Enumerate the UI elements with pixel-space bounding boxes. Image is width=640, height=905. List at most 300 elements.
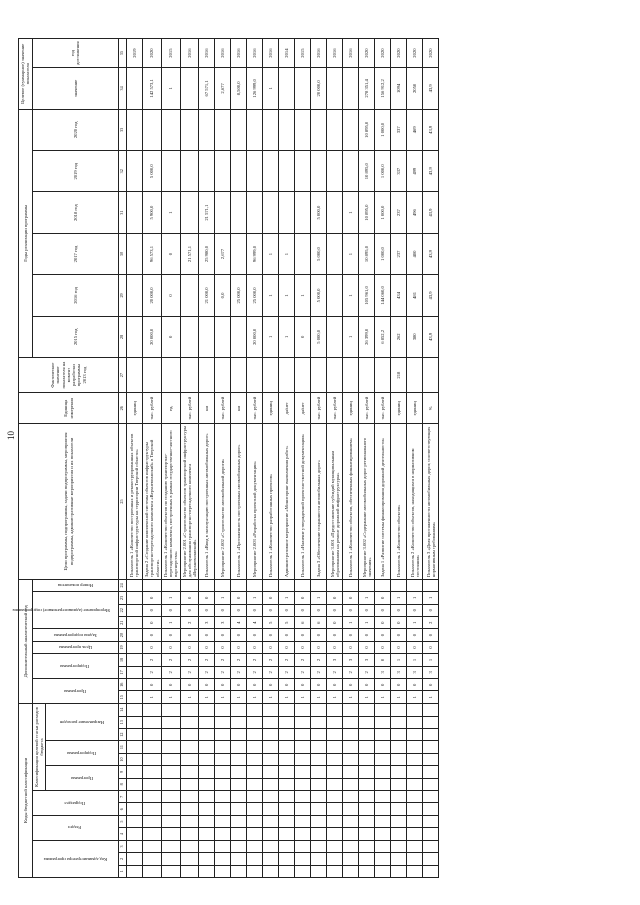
table-cell: тыс. рублей (359, 393, 375, 424)
table-cell (279, 109, 295, 150)
column-number: 25 (119, 424, 127, 579)
table-cell: 2014 (279, 39, 295, 68)
table-cell: 1 000,0 (375, 109, 391, 150)
table-cell: единиц (343, 393, 359, 424)
table-cell (142, 579, 161, 592)
table-cell: км (199, 393, 215, 424)
table-cell: 1 (311, 592, 327, 604)
table-cell (199, 865, 215, 877)
table-cell: 1 (161, 192, 180, 233)
table-cell (126, 233, 142, 274)
table-cell: 1 (279, 592, 295, 604)
table-cell (215, 803, 231, 815)
table-cell (375, 865, 391, 877)
table-cell (407, 778, 423, 790)
header-measure: Мероприятие (административное) подпрограммы (12, 607, 111, 613)
table-cell: 0 (327, 629, 343, 641)
table-cell: 0 (142, 679, 161, 691)
table-cell: 1 (343, 233, 359, 274)
table-cell (231, 358, 247, 393)
header-subsection: Подраздел (65, 800, 86, 806)
table-cell: тыс. рублей (142, 393, 161, 424)
table-cell (142, 791, 161, 803)
table-cell (180, 358, 199, 393)
table-cell: 6 852,2 (375, 316, 391, 357)
table-cell (126, 703, 142, 716)
column-number: 28 (119, 316, 127, 357)
table-cell (180, 778, 199, 790)
table-cell (247, 716, 263, 728)
table-row (327, 39, 343, 878)
table-cell (327, 791, 343, 803)
table-cell (199, 741, 215, 753)
table-cell (263, 192, 279, 233)
table-cell: Задача 1 «Развитие системы финансирования дорожной деятельности» (375, 424, 391, 579)
table-cell (311, 865, 327, 877)
table-cell: 1 (247, 691, 263, 703)
table-cell (391, 579, 407, 592)
table-cell: 2 (199, 654, 215, 666)
column-number: 15 (119, 691, 127, 703)
table-cell: 5 000,0 (311, 316, 327, 357)
table-cell: Показатель 1 «Наличие утвержденной проектно-сметной документации» (295, 424, 311, 579)
table-cell (279, 766, 295, 778)
table-cell: 0 (295, 629, 311, 641)
column-number: 10 (119, 753, 127, 765)
table-cell: 1 (279, 316, 295, 357)
table-cell: тыс. рублей (311, 393, 327, 424)
column-number: 4 (119, 828, 127, 840)
table-cell (161, 151, 180, 192)
table-cell (327, 579, 343, 592)
table-cell (215, 316, 231, 357)
table-cell (407, 791, 423, 803)
column-number: 1 (119, 865, 127, 877)
table-cell: 1 (327, 691, 343, 703)
table-cell: 0 (180, 629, 199, 641)
column-number: 19 (119, 641, 127, 653)
table-cell: 337 (391, 109, 407, 150)
column-number: 29 (119, 275, 127, 316)
table-row (180, 39, 199, 878)
table-cell (199, 716, 215, 728)
table-cell (263, 853, 279, 865)
table-cell (295, 741, 311, 753)
table-cell: 1 (231, 691, 247, 703)
table-cell: 0 (263, 592, 279, 604)
table-cell: 2050 (407, 68, 423, 109)
table-cell (327, 151, 343, 192)
table-cell (311, 151, 327, 192)
table-cell (231, 766, 247, 778)
table-cell: 0 (359, 604, 375, 616)
table-cell (327, 109, 343, 150)
table-cell (375, 766, 391, 778)
table-row (215, 39, 231, 878)
table-cell (247, 151, 263, 192)
table-cell: 0 (231, 592, 247, 604)
table-cell (343, 68, 359, 109)
table-cell: 2 (142, 666, 161, 678)
table-cell: 2 (359, 666, 375, 678)
rotated-table-sheet (12, 38, 608, 878)
table-cell: тыс. рублей (327, 393, 343, 424)
table-cell (263, 778, 279, 790)
table-cell: 0 (161, 275, 180, 316)
table-cell: 0 (375, 592, 391, 604)
table-cell: тыс. рублей (215, 393, 231, 424)
table-cell (359, 753, 375, 765)
table-cell (407, 703, 423, 716)
table-cell: Мероприятие 2.002 «Строительство автомобильной дороги» (215, 424, 231, 579)
table-cell (263, 828, 279, 840)
table-cell (375, 741, 391, 753)
column-number: 31 (119, 192, 127, 233)
table-cell: Задача 3 «Обеспечение сохранности автомобильных дорог» (311, 424, 327, 579)
table-cell (215, 815, 231, 827)
table-cell: единиц (391, 393, 407, 424)
table-cell (180, 109, 199, 150)
table-cell: 2016 (263, 39, 279, 68)
table-cell: 0 (359, 679, 375, 691)
table-cell (359, 778, 375, 790)
table-cell (359, 766, 375, 778)
table-cell (327, 803, 343, 815)
table-row (263, 39, 279, 878)
table-cell: 0 (199, 592, 215, 604)
table-cell (359, 853, 375, 865)
table-cell (247, 703, 263, 716)
table-cell (247, 728, 263, 740)
table-cell (126, 840, 142, 852)
table-cell (359, 741, 375, 753)
table-cell (359, 728, 375, 740)
table-cell (231, 703, 247, 716)
table-row (161, 39, 180, 878)
table-cell (359, 791, 375, 803)
table-cell: 499 (407, 151, 423, 192)
table-cell (199, 853, 215, 865)
table-cell: 0 (327, 641, 343, 653)
table-cell: 2015 (295, 39, 311, 68)
table-cell (343, 815, 359, 827)
table-cell (391, 815, 407, 827)
table-cell (247, 828, 263, 840)
table-cell: 1 (407, 592, 423, 604)
table-cell: 1094 (391, 68, 407, 109)
table-cell (295, 151, 311, 192)
table-cell (247, 778, 263, 790)
table-cell: 43,9 (423, 109, 439, 150)
table-cell (126, 766, 142, 778)
table-cell (391, 791, 407, 803)
table-cell (161, 753, 180, 765)
header-2019: 2019 год (32, 151, 119, 192)
table-cell (215, 791, 231, 803)
table-cell (295, 778, 311, 790)
table-cell: 0 (343, 604, 359, 616)
table-cell (391, 741, 407, 753)
table-cell (126, 68, 142, 109)
table-cell (343, 579, 359, 592)
table-cell: 144 060,0 (375, 275, 391, 316)
table-row (343, 39, 359, 878)
header-2015: 2015 год (32, 316, 119, 357)
table-row (359, 39, 375, 878)
table-cell: 2016 (327, 39, 343, 68)
table-row (407, 39, 423, 878)
table-cell: 0 (343, 592, 359, 604)
table-cell (295, 579, 311, 592)
column-number: 13 (119, 716, 127, 728)
header-final-value: значение (32, 68, 119, 109)
table-cell (311, 741, 327, 753)
table-cell: 0 (231, 629, 247, 641)
table-cell: 105 961,0 (359, 275, 375, 316)
table-cell (180, 316, 199, 357)
table-cell (180, 853, 199, 865)
table-cell (199, 151, 215, 192)
table-cell: 0 (279, 679, 295, 691)
table-cell (247, 853, 263, 865)
table-cell (327, 316, 343, 357)
table-cell (407, 853, 423, 865)
table-cell: 0 (263, 679, 279, 691)
table-cell (215, 766, 231, 778)
table-cell: 1 (161, 691, 180, 703)
table-cell: 237 (391, 233, 407, 274)
table-cell (126, 741, 142, 753)
table-cell (423, 579, 439, 592)
table-cell (231, 753, 247, 765)
table-cell: 2 (263, 666, 279, 678)
table-cell: 0 (295, 604, 311, 616)
table-cell: 1 (247, 592, 263, 604)
table-cell: 1 (263, 316, 279, 357)
table-cell (247, 865, 263, 877)
column-number: 32 (119, 151, 127, 192)
table-cell: 1 (263, 691, 279, 703)
table-cell: 0 (423, 604, 439, 616)
table-cell: 10 895,0 (359, 233, 375, 274)
table-cell (391, 778, 407, 790)
table-cell (327, 741, 343, 753)
table-cell: 0 (263, 604, 279, 616)
table-cell: 1 000,0 (375, 233, 391, 274)
table-cell: 0 (359, 629, 375, 641)
table-cell: да/нет (295, 393, 311, 424)
table-cell: 1 (263, 68, 279, 109)
table-cell: 1 (161, 616, 180, 628)
table-cell (295, 865, 311, 877)
table-cell (180, 703, 199, 716)
table-row (126, 39, 142, 878)
table-cell (142, 840, 161, 852)
table-cell: 1 000,0 (375, 192, 391, 233)
table-cell: 20 000,0 (142, 316, 161, 357)
table-cell (295, 803, 311, 815)
table-cell (215, 853, 231, 865)
table-cell (199, 766, 215, 778)
table-cell: тыс. рублей (180, 393, 199, 424)
table-cell (423, 703, 439, 716)
table-cell (375, 728, 391, 740)
table-cell (126, 778, 142, 790)
table-cell: Показатель 1 «Ввод в эксплуатацию построенных автомобильных дорог» (199, 424, 215, 579)
column-number: 2 (119, 853, 127, 865)
table-cell (263, 716, 279, 728)
header-goal: Цель программы (58, 645, 92, 651)
table-cell: 0 (375, 654, 391, 666)
table-cell: 2020 (391, 39, 407, 68)
table-cell (279, 803, 295, 815)
table-cell: 2 (247, 654, 263, 666)
table-cell (126, 679, 142, 691)
table-cell (311, 728, 327, 740)
table-cell: 25 980,0 (199, 233, 215, 274)
table-cell (231, 791, 247, 803)
table-cell: 2 (231, 654, 247, 666)
table-cell (295, 192, 311, 233)
table-cell (359, 703, 375, 716)
table-row (142, 39, 161, 878)
table-cell (215, 109, 231, 150)
table-cell (142, 828, 161, 840)
table-cell (126, 828, 142, 840)
column-number: 35 (119, 39, 127, 68)
table-cell (126, 865, 142, 877)
header-csr-subprogram: Подпрограмма (67, 750, 97, 756)
table-cell (215, 828, 231, 840)
table-cell: 262 (391, 316, 407, 357)
table-cell: 156 912,2 (375, 68, 391, 109)
table-cell (375, 703, 391, 716)
table-cell (391, 728, 407, 740)
table-cell (215, 865, 231, 877)
table-cell: 1 (199, 691, 215, 703)
table-cell (295, 828, 311, 840)
table-cell: 2 (247, 666, 263, 678)
table-cell (375, 840, 391, 852)
table-cell: 0 (375, 604, 391, 616)
table-cell: 4 (231, 616, 247, 628)
table-cell: 0 (215, 604, 231, 616)
table-cell (359, 803, 375, 815)
table-cell: 0 (295, 679, 311, 691)
table-cell (311, 840, 327, 852)
table-cell: 1 (279, 233, 295, 274)
table-cell (126, 803, 142, 815)
column-number: 16 (119, 679, 127, 691)
table-cell (359, 815, 375, 827)
table-row (311, 39, 327, 878)
table-cell: 1 (295, 275, 311, 316)
table-cell (327, 840, 343, 852)
table-cell (327, 815, 343, 827)
table-cell (423, 716, 439, 728)
table-cell: 0 (423, 629, 439, 641)
table-cell (199, 579, 215, 592)
table-cell: 0 (180, 604, 199, 616)
table-cell (126, 275, 142, 316)
table-cell: 2,677 (215, 233, 231, 274)
table-cell (279, 778, 295, 790)
table-cell (142, 741, 161, 753)
table-cell: 5 (279, 616, 295, 628)
table-cell (295, 815, 311, 827)
table-cell (199, 753, 215, 765)
header-admin-code: Код администратора программы (43, 856, 108, 862)
table-cell (263, 728, 279, 740)
table-cell: 278 351,4 (359, 68, 375, 109)
table-cell (391, 716, 407, 728)
table-cell (215, 192, 231, 233)
table-cell: 0 (180, 592, 199, 604)
table-cell (407, 865, 423, 877)
table-cell (423, 828, 439, 840)
table-cell (263, 703, 279, 716)
header-2017: 2017 год (32, 233, 119, 274)
table-cell: Мероприятие 2.003 «Разработка проектной документации» (247, 424, 263, 579)
table-cell: 5 900,0 (142, 192, 161, 233)
table-cell: 2 (311, 666, 327, 678)
table-cell (311, 109, 327, 150)
table-cell (215, 703, 231, 716)
table-cell (343, 778, 359, 790)
table-cell: 0 (247, 641, 263, 653)
table-cell (407, 728, 423, 740)
table-cell (391, 753, 407, 765)
table-cell: 0 (142, 604, 161, 616)
table-cell: 0 (407, 629, 423, 641)
table-cell: 1 (180, 691, 199, 703)
table-cell (343, 703, 359, 716)
table-cell (126, 358, 142, 393)
table-cell (343, 358, 359, 393)
table-cell: Мероприятие 3.002 «Содержание автомобильных дорог регионального значения» (359, 424, 375, 579)
table-cell (407, 840, 423, 852)
table-cell (231, 316, 247, 357)
table-cell (343, 753, 359, 765)
table-cell: 0 (391, 679, 407, 691)
table-row (423, 39, 439, 878)
table-cell (423, 766, 439, 778)
table-cell (327, 192, 343, 233)
table-cell: да/нет (279, 393, 295, 424)
table-cell: 0 (375, 629, 391, 641)
column-number: 24 (119, 579, 127, 592)
table-cell (161, 815, 180, 827)
table-cell (279, 358, 295, 393)
table-cell: 0 (375, 641, 391, 653)
table-cell (391, 828, 407, 840)
table-cell (263, 579, 279, 592)
column-number: 23 (119, 592, 127, 604)
header-subprogram: Подпрограмма (60, 663, 90, 669)
header-analytic-code: Дополнительный аналитический код (19, 579, 33, 703)
table-cell: 1 (423, 654, 439, 666)
table-cell: 0 (295, 641, 311, 653)
table-cell (126, 666, 142, 678)
table-cell (126, 192, 142, 233)
table-cell (231, 716, 247, 728)
header-csr-direction: Направление расходов (60, 719, 105, 725)
table-cell: Мероприятие 2.001 «Строительство объектов транспортной инфраструктуры для обслуживания транспортно-пересадочного комплекса «Верхневолжский» (180, 424, 199, 579)
table-cell (215, 716, 231, 728)
table-cell (126, 629, 142, 641)
table-cell (359, 828, 375, 840)
table-cell (311, 791, 327, 803)
